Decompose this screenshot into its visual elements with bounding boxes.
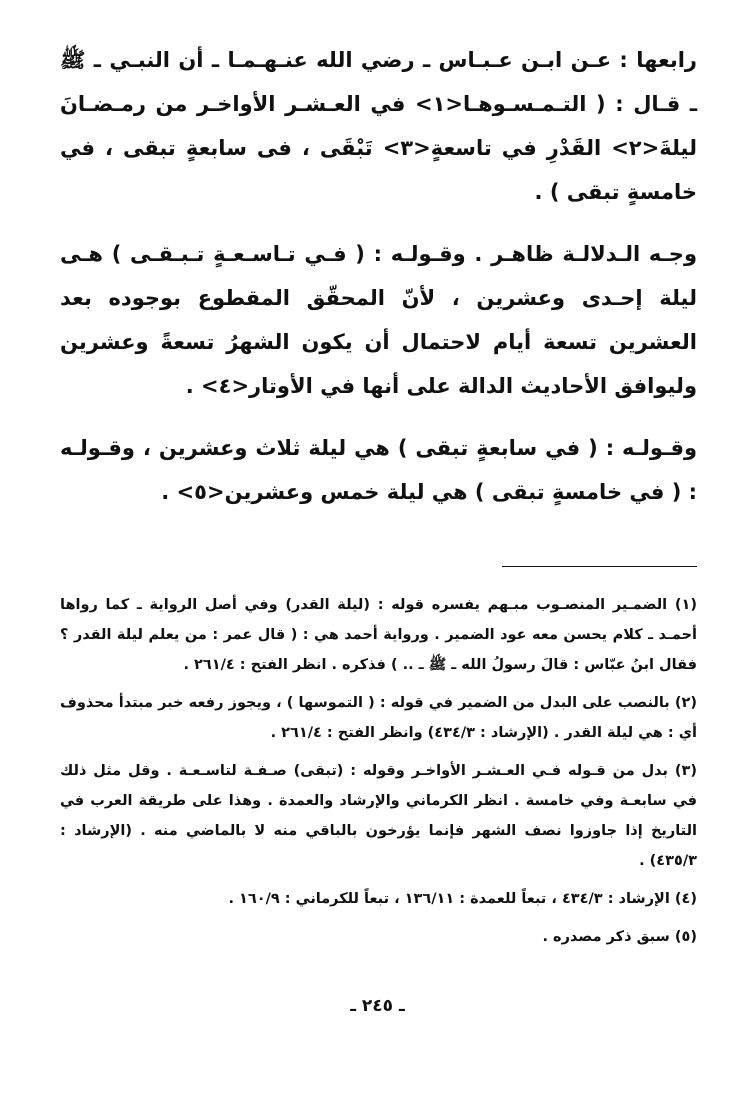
- footnote-5: (٥) سبق ذكر مصدره .: [542, 929, 697, 945]
- page-number: ـ ٢٤٥ ـ: [350, 996, 405, 1016]
- footnote-separator: [502, 566, 697, 567]
- footnote-2: (٢) بالنصب على البدل من الضمير في قوله : ( التموسها ) ، ويجوز رفعه خبر مبتدأ محذوف أي : هي ليلة القدر . (الإرشاد : ٤٣٤/٣) وانظر الفتح : ٢٦١/٤ .: [60, 695, 697, 741]
- footnote-4: (٤) الإرشاد : ٤٣٤/٣ ، تبعاً للعمدة : ١٣٦/١١ ، تبعاً للكرماني : ١٦٠/٩ .: [228, 891, 697, 907]
- footnote-1: (١) الضمـير المنصـوب مبـهم يفسره قوله : (ليلة القدر) وفي أصل الرواية ـ كما رواها أحمـد ـ كلام يحسن معه عود الضمير . ورواية أحمد هي : ( قال عمر : من يعلم ليلة القدر ؟ فقال ابنُ عبّاس : قالَ رسولُ الله ـ ﷺ ـ .. ) فذكره . انظر الفتح : ٢٦١/٤ .: [60, 597, 697, 673]
- main-text: [60, 38, 697, 514]
- paragraph-hadith: رابعها : عـن ابـن عـبـاس ـ رضي الله عنـهـمـا ـ أن النبـي ـ ﷺ ـ قـال : ( التـمـسـوهـا<١> في العـشـر الأواخـر من رمـضـانَ ليلةَ<٢> القَدْرِ في تاسعةٍ<٣> تَبْقَى ، فى سابعةٍ تبقى ، في خامسةٍ تبقى ) .: [60, 48, 697, 204]
- footnotes-section: [60, 590, 697, 960]
- footnote-3: (٣) بدل من قـوله فـي العـشـر الأواخـر وقوله : (تبقى) صـفـة لتاسـعـة . وقل مثل ذلك في سابعـة وفي خامسة . انظر الكرماني والإرشاد والعمدة . وهذا على طريقة العرب في التاريخ إذا جاوزوا نصف الشهر فإنما يؤرخون بالباقي منه لا بالماضي منه . (الإرشاد : ٤٣٥/٣) .: [60, 763, 697, 869]
- paragraph-explanation: وقـولـه : ( في سابعةٍ تبقى ) هي ليلة ثلاث وعشرين ، وقـولـه : ( في خامسةٍ تبقى ) هي ليلة خمس وعشرين<٥> .: [60, 436, 697, 504]
- paragraph-evidence: وجـه الـدلالـة ظاهـر . وقـولـه : ( فـي تـاسـعـةٍ تـبـقـى ) هـى ليلة إحـدى وعشرين ، لأنّ المحقّق المقطوع بوجوده بعد العشرين تسعة أيام لاحتمال أن يكون الشهرُ تسعةً وعشرين وليوافق الأحاديث الدالة على أنها في الأوتار<٤> .: [60, 242, 697, 398]
